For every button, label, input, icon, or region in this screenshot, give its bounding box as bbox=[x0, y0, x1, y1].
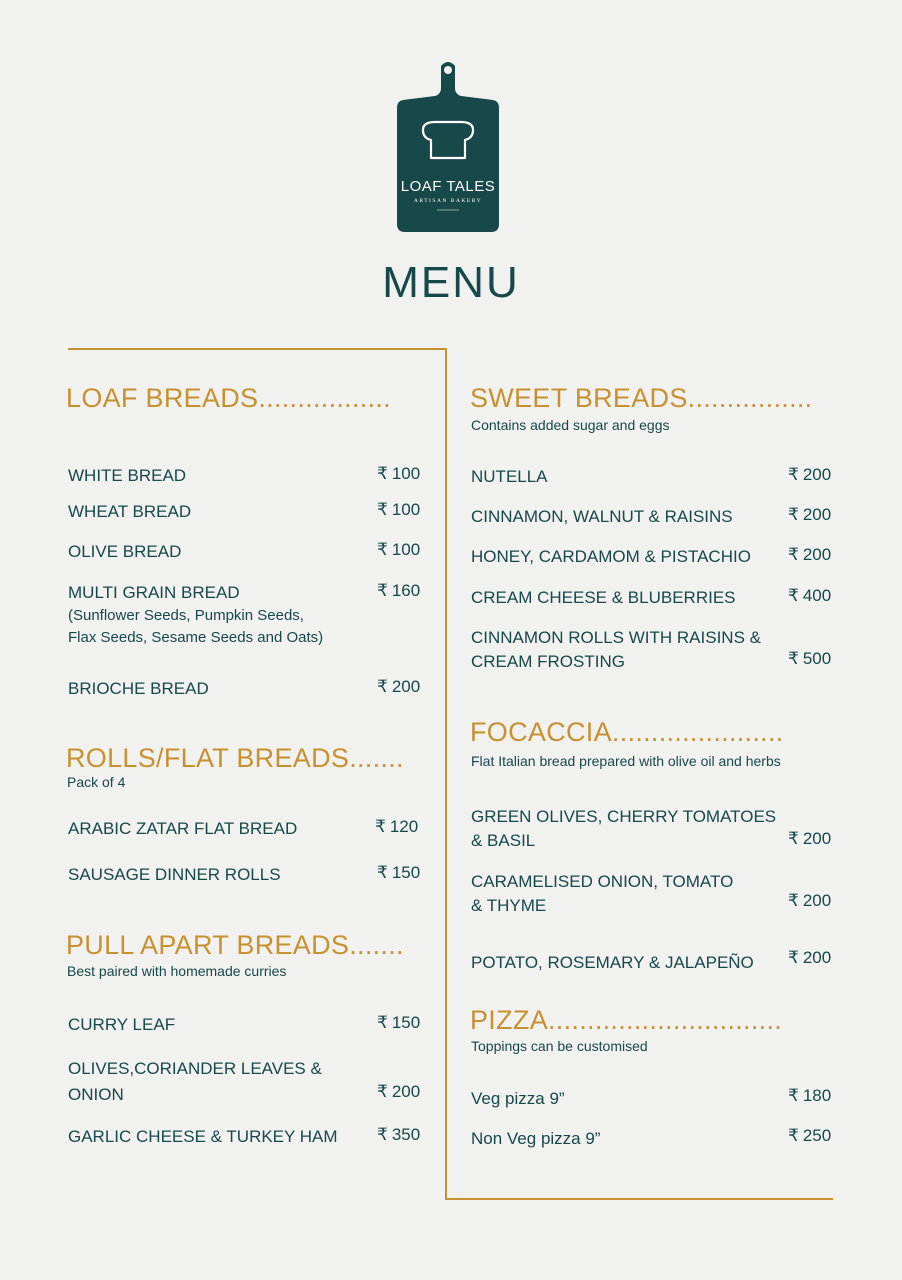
rupee-icon: ₹ bbox=[788, 1126, 799, 1145]
item-price: ₹ 150 bbox=[377, 863, 421, 882]
menu-item bbox=[68, 500, 191, 524]
item-price: ₹ 200 bbox=[788, 545, 832, 564]
menu-item bbox=[471, 1087, 565, 1111]
menu-item bbox=[68, 581, 323, 649]
item-price: ₹ 100 bbox=[377, 464, 421, 483]
rupee-icon: ₹ bbox=[788, 465, 799, 484]
cutting-board-icon bbox=[397, 60, 499, 232]
menu-item bbox=[68, 863, 281, 887]
item-price: ₹ 200 bbox=[377, 1082, 421, 1101]
item-name: Non Veg pizza 9” bbox=[471, 1129, 601, 1148]
item-price: ₹ 200 bbox=[377, 677, 421, 696]
item-name: OLIVE BREAD bbox=[68, 542, 182, 561]
item-name: WHITE BREAD bbox=[68, 466, 187, 485]
item-name: BRIOCHE BREAD bbox=[68, 679, 209, 698]
page-title: MENU bbox=[382, 258, 520, 307]
item-price: ₹ 200 bbox=[788, 505, 832, 524]
item-name: CARAMELISED ONION, TOMATO & THYME bbox=[471, 872, 734, 915]
item-price: ₹ 500 bbox=[788, 649, 832, 668]
item-name: CINNAMON ROLLS WITH RAISINS & CREAM FROSTING bbox=[471, 628, 761, 671]
rupee-icon: ₹ bbox=[377, 1125, 388, 1144]
menu-item bbox=[471, 870, 733, 918]
menu-item bbox=[471, 505, 733, 529]
item-price: ₹ 200 bbox=[788, 829, 832, 848]
frame-top-line bbox=[68, 348, 446, 350]
rupee-icon: ₹ bbox=[377, 1082, 388, 1101]
menu-item bbox=[68, 817, 297, 841]
item-name: CURRY LEAF bbox=[68, 1015, 176, 1034]
rupee-icon: ₹ bbox=[377, 863, 388, 882]
item-price: ₹ 200 bbox=[788, 891, 832, 910]
section-title-rolls: ROLLS/FLAT BREADS....... bbox=[66, 743, 404, 773]
brand-tagline: ARTISAN BAKERY bbox=[413, 198, 483, 204]
rupee-icon: ₹ bbox=[788, 505, 799, 524]
item-name: POTATO, ROSEMARY & JALAPEÑO bbox=[471, 953, 754, 972]
rupee-icon: ₹ bbox=[377, 1013, 388, 1032]
item-price: ₹ 100 bbox=[377, 540, 421, 559]
item-description: (Sunflower Seeds, Pumpkin Seeds, Flax Seeds, Sesame Seeds and Oats) bbox=[68, 607, 324, 646]
menu-item bbox=[471, 465, 548, 489]
item-name: CINNAMON, WALNUT & RAISINS bbox=[471, 507, 733, 526]
rupee-icon: ₹ bbox=[377, 500, 388, 519]
item-price: ₹ 120 bbox=[375, 817, 419, 836]
rupee-icon: ₹ bbox=[788, 829, 799, 848]
item-price: ₹ 200 bbox=[788, 465, 832, 484]
item-name: OLIVES,CORIANDER LEAVES & ONION bbox=[68, 1059, 322, 1104]
item-name: GREEN OLIVES, CHERRY TOMATOES & BASIL bbox=[471, 807, 777, 850]
item-name: Veg pizza 9” bbox=[471, 1089, 565, 1108]
item-name: ARABIC ZATAR FLAT BREAD bbox=[68, 819, 298, 838]
item-price: ₹ 200 bbox=[788, 948, 832, 967]
menu-item bbox=[471, 545, 751, 569]
item-price: ₹ 100 bbox=[377, 500, 421, 519]
menu-item bbox=[471, 626, 761, 674]
rupee-icon: ₹ bbox=[788, 649, 799, 668]
section-subtitle: Pack of 4 bbox=[67, 774, 126, 790]
menu-item bbox=[471, 1127, 600, 1151]
rupee-icon: ₹ bbox=[788, 891, 799, 910]
item-price: ₹ 160 bbox=[377, 581, 421, 600]
menu-item bbox=[471, 951, 754, 975]
frame-bottom-line bbox=[445, 1198, 833, 1200]
menu-item bbox=[68, 540, 181, 564]
rupee-icon: ₹ bbox=[377, 677, 388, 696]
section-title-loaf-breads: LOAF BREADS................. bbox=[66, 383, 391, 413]
menu-item bbox=[471, 805, 776, 853]
item-name: SAUSAGE DINNER ROLLS bbox=[68, 865, 281, 884]
menu-item bbox=[68, 464, 186, 488]
item-price: ₹ 150 bbox=[377, 1013, 421, 1032]
rupee-icon: ₹ bbox=[788, 586, 799, 605]
item-price: ₹ 180 bbox=[788, 1086, 832, 1105]
brand-name: LOAF TALES bbox=[400, 178, 496, 195]
rupee-icon: ₹ bbox=[377, 540, 388, 559]
rupee-icon: ₹ bbox=[788, 1086, 799, 1105]
item-name: CREAM CHEESE & BLUBERRIES bbox=[471, 588, 736, 607]
section-title-focaccia: FOCACCIA...................... bbox=[470, 717, 784, 747]
menu-item bbox=[68, 1013, 175, 1037]
section-subtitle: Best paired with homemade curries bbox=[67, 963, 287, 979]
section-title-pizza: PIZZA.............................. bbox=[470, 1005, 783, 1035]
brand-logo bbox=[397, 60, 499, 232]
section-subtitle: Flat Italian bread prepared with olive oil and herbs bbox=[471, 753, 781, 769]
rupee-icon: ₹ bbox=[377, 464, 388, 483]
menu-item bbox=[68, 1125, 338, 1149]
item-name: HONEY, CARDAMOM & PISTACHIO bbox=[471, 547, 751, 566]
item-name: MULTI GRAIN BREAD bbox=[68, 583, 240, 602]
item-price: ₹ 400 bbox=[788, 586, 832, 605]
frame-divider-line bbox=[445, 348, 447, 1199]
menu-item bbox=[471, 586, 736, 610]
section-title-sweet-breads: SWEET BREADS................ bbox=[470, 383, 813, 413]
rupee-icon: ₹ bbox=[788, 948, 799, 967]
section-title-pull-apart: PULL APART BREADS....... bbox=[66, 930, 404, 960]
rupee-icon: ₹ bbox=[375, 817, 386, 836]
item-name: NUTELLA bbox=[471, 467, 548, 486]
menu-item bbox=[68, 1056, 322, 1108]
rupee-icon: ₹ bbox=[377, 581, 388, 600]
item-price: ₹ 250 bbox=[788, 1126, 832, 1145]
menu-item bbox=[68, 677, 209, 701]
rupee-icon: ₹ bbox=[788, 545, 799, 564]
section-subtitle: Contains added sugar and eggs bbox=[471, 417, 670, 433]
section-subtitle: Toppings can be customised bbox=[471, 1038, 648, 1054]
item-price: ₹ 350 bbox=[377, 1125, 421, 1144]
item-name: GARLIC CHEESE & TURKEY HAM bbox=[68, 1127, 338, 1146]
item-name: WHEAT BREAD bbox=[68, 502, 192, 521]
